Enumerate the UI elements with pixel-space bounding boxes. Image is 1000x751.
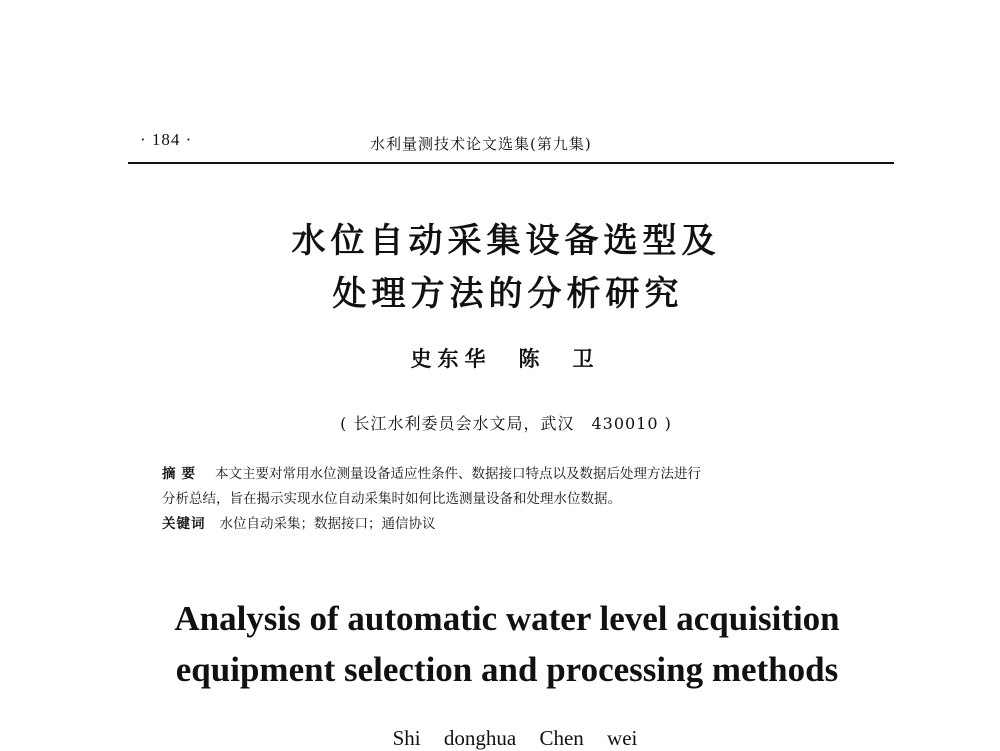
english-authors: Shi donghua Chen wei	[392, 726, 638, 750]
abstract-label: 摘要	[162, 466, 201, 482]
abstract-text-1: 本文主要对常用水位测量设备适应性条件、数据接口特点以及数据后处理方法进行	[215, 466, 701, 482]
abstract-line-1	[162, 462, 862, 487]
page-number: · 184 ·	[140, 130, 193, 149]
running-head: 水利量测技术论文选集(第九集)	[370, 135, 592, 153]
abstract-line-2: 分析总结，旨在揭示实现水位自动采集时如何比选测量设备和处理水位数据。	[162, 491, 621, 507]
keywords-text: 水位自动采集；数据接口；通信协议	[219, 516, 436, 532]
abstract-block	[162, 462, 862, 537]
english-title-line-2: equipment selection and processing methods	[175, 650, 839, 689]
keywords-label: 关键词	[162, 516, 206, 532]
chinese-authors: 史东华 陈 卫	[410, 346, 600, 371]
header-rule	[128, 162, 894, 164]
chinese-affiliation: ( 长江水利委员会水文局，武汉 430010 )	[340, 414, 672, 433]
chinese-title-line-2: 处理方法的分析研究	[332, 274, 684, 314]
keywords-line	[162, 512, 862, 537]
english-title-line-1: Analysis of automatic water level acquisition	[174, 599, 840, 638]
chinese-title-line-1: 水位自动采集设备选型及	[291, 221, 721, 261]
